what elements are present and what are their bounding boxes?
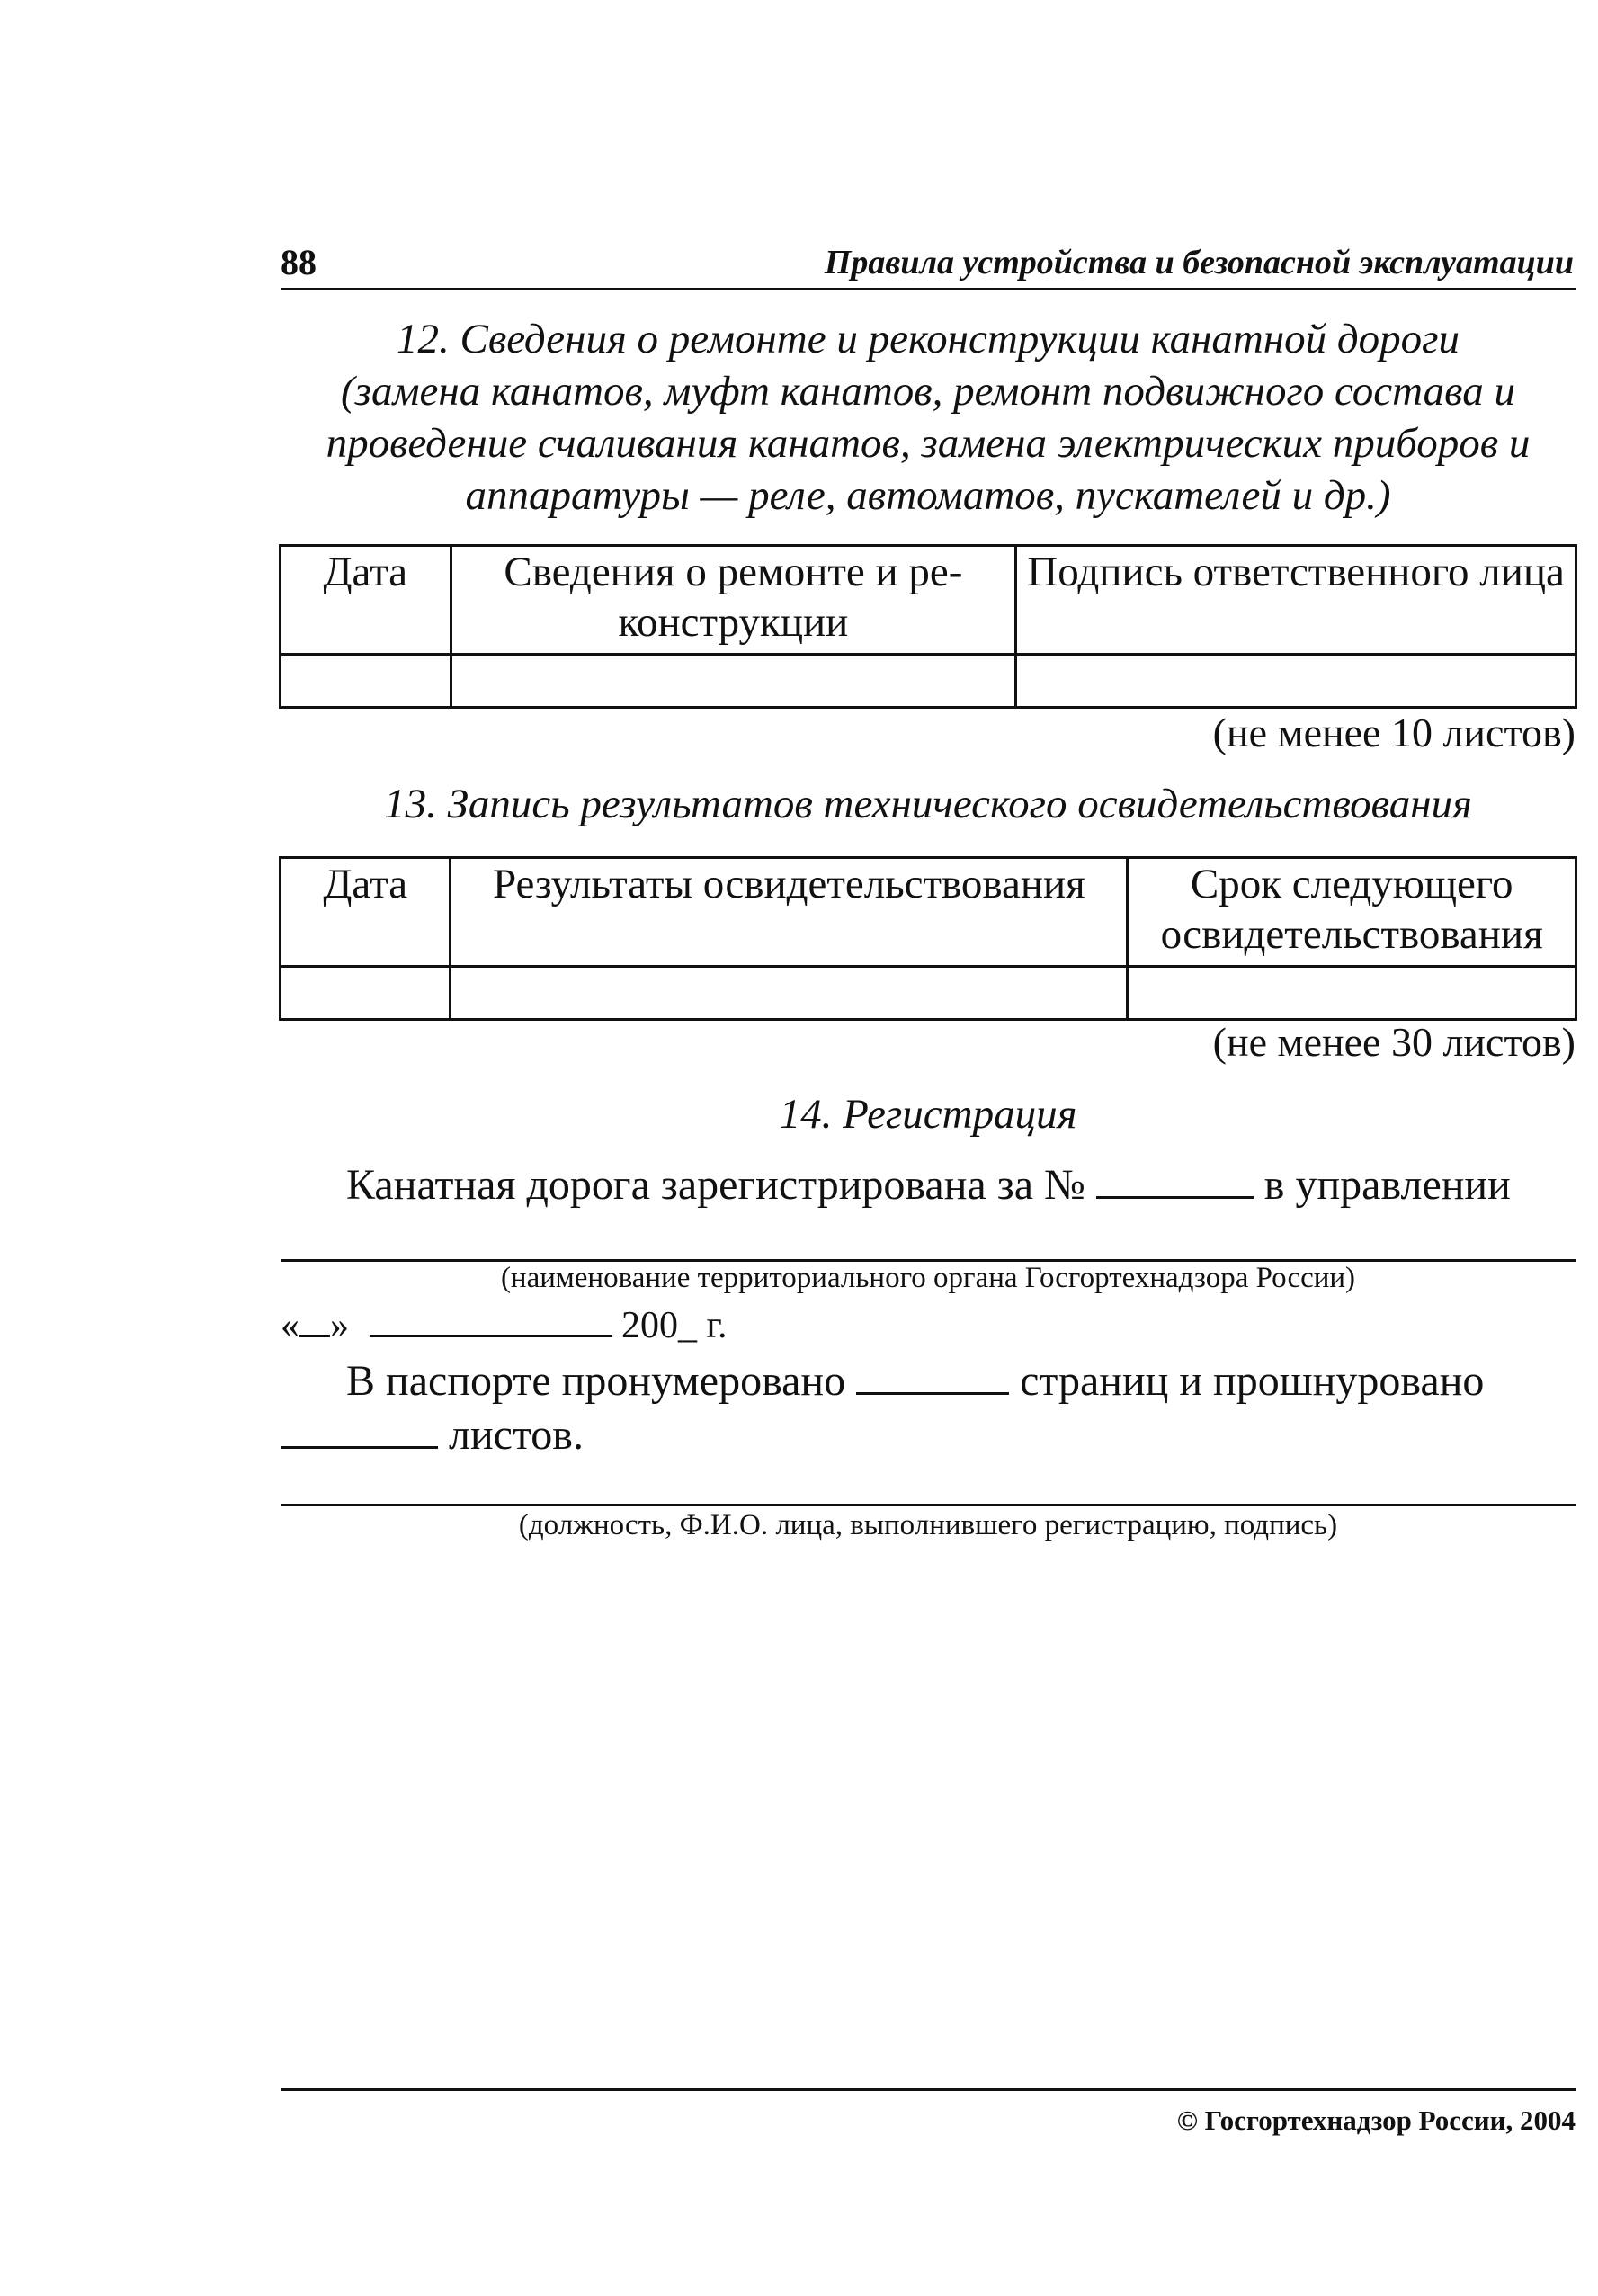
footer-rule <box>281 2088 1576 2091</box>
registration-date-line <box>281 1304 728 1347</box>
table-header-row <box>281 546 1576 655</box>
table-cell[interactable] <box>1016 655 1576 708</box>
section-13-title: 13. Запись результатов технического освидетельствования <box>384 781 1472 827</box>
date-year: 200_ г. <box>621 1305 728 1346</box>
copyright-notice: © Госгортехнадзор России, 2004 <box>1176 2104 1576 2136</box>
section-12-title-line: (замена канатов, муфт канатов, ремонт подвижного состава и <box>341 368 1515 415</box>
table-row <box>281 655 1576 708</box>
registration-line <box>346 1160 1576 1210</box>
date-day-field[interactable] <box>299 1306 330 1337</box>
section-12-title-line: проведение счаливания канатов, замена электрических приборов и <box>326 420 1531 467</box>
table-cell[interactable] <box>451 967 1128 1020</box>
sheets-line <box>281 1410 584 1460</box>
date-month-field[interactable] <box>370 1306 612 1337</box>
registration-number-field[interactable] <box>1096 1160 1254 1199</box>
page-number: 88 <box>281 242 317 282</box>
table-cell[interactable] <box>281 655 451 708</box>
column-header-signature: Подпись ответственного лица <box>1016 546 1576 655</box>
pages-count-field[interactable] <box>856 1356 1009 1395</box>
section-14-title: 14. Регистрация <box>779 1091 1077 1138</box>
numbered-middle: страниц и прошнуровано <box>1020 1357 1485 1405</box>
column-header-next-inspection: Срок следующего освидетельствования <box>1128 858 1576 967</box>
table-row <box>281 967 1576 1020</box>
section-12-note: (не менее 10 листов) <box>1212 710 1576 755</box>
numbered-prefix: В паспорте пронумеровано <box>346 1357 846 1405</box>
table-cell[interactable] <box>1128 967 1576 1020</box>
table-cell[interactable] <box>451 655 1016 708</box>
authority-caption: (наименование территориального органа Госгортехнадзора России) <box>500 1262 1356 1294</box>
registration-prefix: Канатная дорога зарегистрирована за № <box>346 1161 1085 1209</box>
numbered-suffix: листов. <box>449 1411 584 1459</box>
signature-caption: (должность, Ф.И.О. лица, выполнившего регистрацию, подпись) <box>518 1509 1338 1541</box>
column-header-date: Дата <box>281 546 451 655</box>
date-quote-close: » <box>330 1305 349 1346</box>
date-quote-open: « <box>281 1305 299 1346</box>
header-rule <box>281 288 1576 290</box>
column-header-results: Результаты освидетельствования <box>451 858 1128 967</box>
numbered-pages-line <box>346 1356 1576 1406</box>
section-13-note: (не менее 30 листов) <box>1212 1019 1576 1065</box>
section-12-title <box>281 313 1576 522</box>
inspection-table <box>279 856 1577 1021</box>
table-cell[interactable] <box>281 967 451 1020</box>
signature-field-line[interactable] <box>281 1504 1576 1506</box>
repair-table <box>279 544 1577 709</box>
column-header-date: Дата <box>281 858 451 967</box>
section-12-title-line: аппаратуры — реле, автоматов, пускателей и др.) <box>465 472 1391 519</box>
table-header-row <box>281 858 1576 967</box>
section-12-title-line: 12. Сведения о ремонте и реконструкции канатной дороги <box>396 316 1460 362</box>
sheets-count-field[interactable] <box>281 1410 438 1449</box>
running-title: Правила устройства и безопасной эксплуатации <box>824 244 1574 281</box>
registration-suffix: в управлении <box>1263 1161 1511 1209</box>
column-header-repair-info: Сведения о ремонте и ре-конструкции <box>451 546 1016 655</box>
